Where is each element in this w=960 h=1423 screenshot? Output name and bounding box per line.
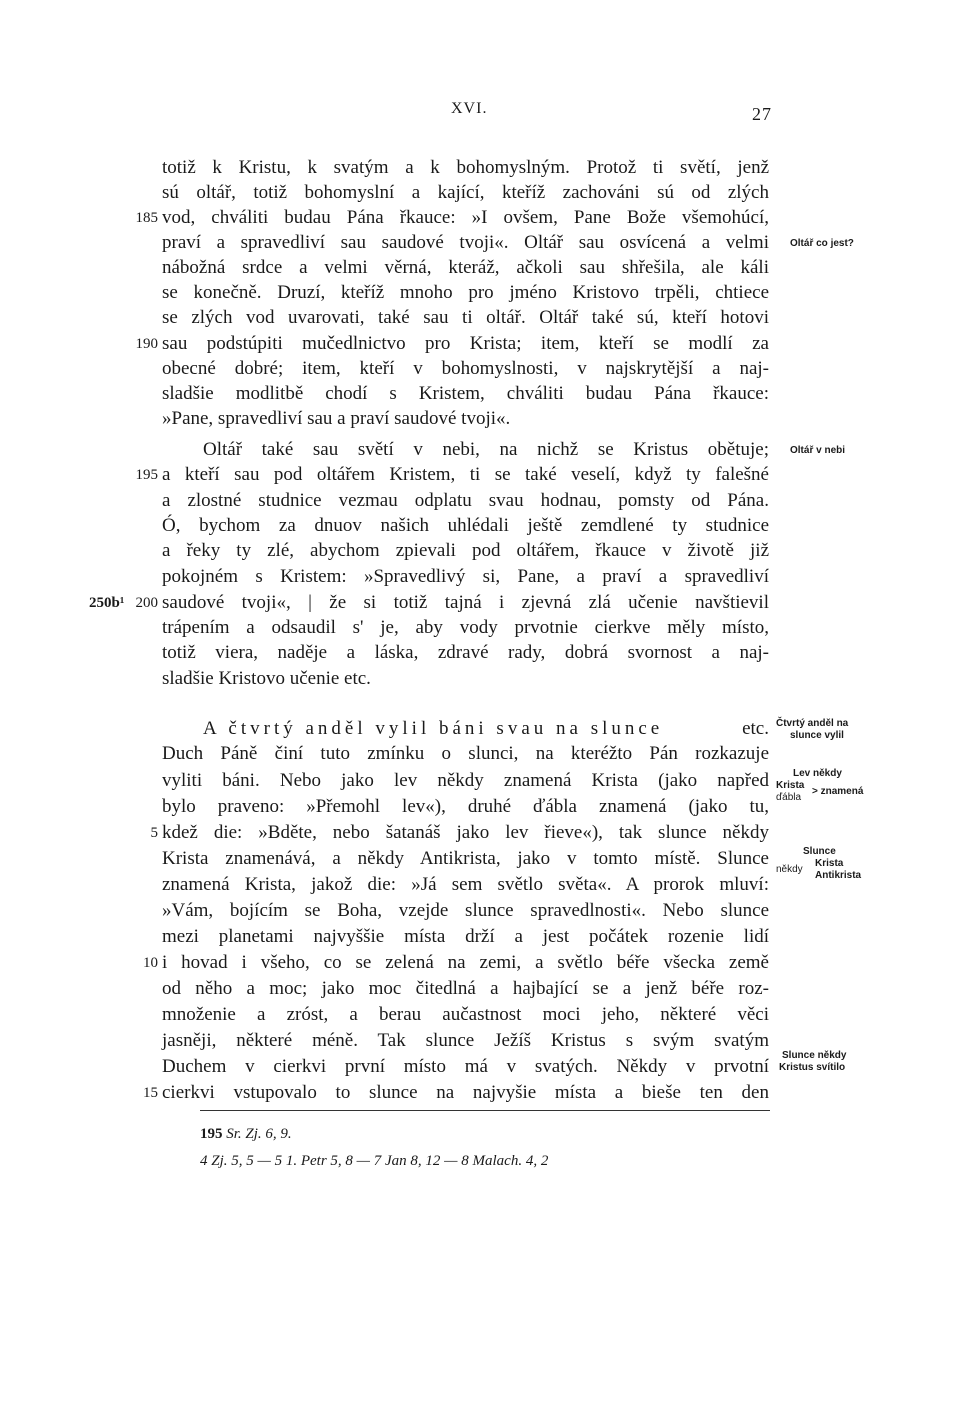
margin-note: ďábla: [776, 792, 802, 803]
text-line: a zlostné studnice vezmau odplatu svau hodnau, pomsty od Pána.: [162, 490, 769, 511]
section-opening-line: [162, 716, 769, 742]
text-line: totiž k Kristu, k svatým a k bohomyslným. Protož ti světí, jenž: [162, 157, 769, 178]
text-line: mezi planetami najvyššie místa drží a jest počátek rozenie lidí: [162, 926, 769, 947]
text-line: Duch Páně činí tuto zmínku o slunci, na kteréžto Pán rozkazuje: [162, 743, 769, 764]
margin-note: někdy: [776, 864, 803, 875]
margin-note: Lev někdy: [793, 768, 842, 779]
text-line: kdež die: »Bděte, nebo šatanáš jako lev řieve«), tak slunce někdy: [162, 822, 769, 843]
line-number: 200: [135, 595, 158, 611]
text-line: bylo praveno: »Přemohl lev«), druhé ďábla znamená (jako tu,: [162, 796, 769, 817]
margin-note: slunce vylil: [790, 730, 844, 741]
text-line: sú oltář, totiž bohomyslní a kající, kteříž zachováni sú od zlých: [162, 182, 769, 203]
text-line: trápením a odsaudil s' je, aby vody prvotnie cierkve měly místo,: [162, 617, 769, 638]
footnote-rule: [200, 1110, 770, 1111]
text-line: Krista znamenává, a někdy Antikrista, jako v tomto místě. Slunce: [162, 848, 769, 869]
margin-note: Oltář v nebi: [790, 445, 846, 456]
text-line: vod, chváliti budau Pána řkauce: »I ovšem, Pane Bože všemohúcí,: [162, 207, 769, 228]
text-line: saudové tvoji«, | že si totiž tajná i zjevná zlá učenie navštievil: [162, 592, 769, 613]
text-line: Ó, bychom za dnuov našich uhlédali ještě zemdlené ty studnice: [162, 515, 769, 536]
line-number: 5: [150, 825, 158, 841]
footnote: 4 Zj. 5, 5 — 5 1. Petr 5, 8 — 7 Jan 8, 12 — 8 Malach. 4, 2: [200, 1153, 549, 1169]
text-line: Oltář také sau světí v nebi, na nichž se Kristus obětuje;: [203, 439, 769, 460]
text-line: pokojném s Kristem: »Spravedlivý si, Pane, a praví a spravedliví: [162, 566, 769, 587]
text-line: od něho a moc; jako moc čitedlná a hajbající se a jenž béře roz-: [162, 978, 769, 999]
text-line: a kteří sau pod oltářem Kristem, ti se také veselí, když ty falešné: [162, 464, 769, 485]
line-number: 190: [135, 336, 158, 352]
margin-note: Krista: [815, 858, 844, 869]
text-line: se zlých vod uvarovati, také sau ti oltář. Oltář také sú, kteří hotovi: [162, 307, 769, 328]
text-line: vyliti báni. Nebo jako lev někdy znamená Krista (jako napřed: [162, 770, 769, 791]
text-line: totiž viera, naděje a láska, zdravé rady, dobrá svornost a naj-: [162, 642, 769, 663]
text-line: sladšie Kristovo učenie etc.: [162, 668, 371, 689]
page-number: 27: [752, 104, 772, 124]
footnote: [200, 1124, 292, 1144]
margin-note: Kristus svítilo: [779, 1062, 846, 1073]
margin-note: Slunce: [803, 846, 836, 857]
section-lead-tail: etc.: [742, 718, 769, 739]
text-line: Duchem v cierkvi první místo má v svatých. Někdy v prvotní: [162, 1056, 769, 1077]
text-line: znamená Krista, jakož die: »Já sem světlo světa«. A prorok mluví:: [162, 874, 769, 895]
text-line: i hovad i všeho, co se zelená na zemi, a světlo béře všecka země: [162, 952, 769, 973]
margin-note: Oltář co jest?: [790, 238, 854, 249]
line-number: 15: [143, 1085, 158, 1101]
text-line: sladšie modlitbě chodí s Kristem, chváliti budau Pána řkauce:: [162, 383, 769, 404]
text-line: množenie a zróst, a berau aučastnost moci jeho, některé věci: [162, 1004, 769, 1025]
margin-note: Antikrista: [815, 870, 862, 881]
margin-note: Čtvrtý anděl na: [776, 718, 849, 729]
text-line: »Pane, spravedliví sau a praví saudové tvoji«.: [162, 408, 511, 429]
text-line: obecné dobré; item, kteří v bohomyslnosti, v najskrytější a naj-: [162, 358, 769, 379]
margin-note: > znamená: [812, 786, 864, 797]
text-line: nábožná srdce a velmi věrná, kteráž, ačkoli sau shřešila, ale káli: [162, 257, 769, 278]
margin-note: Slunce někdy: [782, 1050, 847, 1061]
line-number: 185: [135, 210, 158, 226]
text-line: sau podstúpiti mučedlnictvo pro Krista; item, kteří se modlí za: [162, 333, 769, 354]
text-line: jasněji, některé méně. Tak slunce Ježíš Kristus s svým svatým: [162, 1030, 769, 1051]
running-header-chapter: XVI.: [451, 100, 488, 117]
folio-marker: 250b¹: [89, 595, 125, 611]
footnote-text: Sr. Zj. 6, 9.: [226, 1126, 292, 1142]
footnote-number: 195: [200, 1126, 223, 1142]
section-lead-spaced: A čtvrtý anděl vylil báni svau na slunce: [203, 718, 664, 739]
line-number: 10: [143, 955, 158, 971]
text-line: praví a spravedliví sau saudové tvoji«. Oltář sau osvícená a velmi: [162, 232, 769, 253]
text-line: a řeky ty zlé, abychom zpievali pod oltářem, řkauce v životě již: [162, 540, 769, 561]
text-line: »Vám, bojícím se Boha, vzejde slunce spravedlnosti«. Nebo slunce: [162, 900, 769, 921]
text-line: cierkvi vstupovalo to slunce na najvyšie místa a bieše ten den: [162, 1082, 769, 1103]
line-number: 195: [135, 467, 158, 483]
margin-note: Krista: [776, 780, 805, 791]
text-line: se konečně. Druzí, kteříž mnoho pro jméno Kristovo trpěli, chtiece: [162, 282, 769, 303]
